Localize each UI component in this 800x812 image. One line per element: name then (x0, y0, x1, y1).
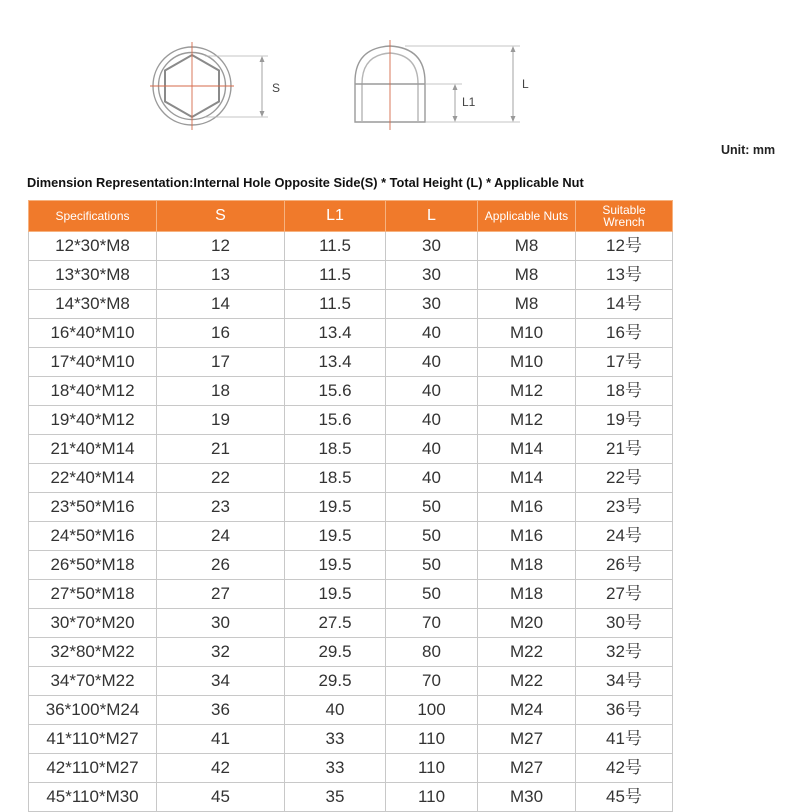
cell-nut: M18 (478, 551, 576, 580)
cell-s: 34 (157, 667, 285, 696)
cell-l: 30 (386, 232, 478, 261)
cell-wrench: 23号 (576, 493, 673, 522)
cell-wrench: 12号 (576, 232, 673, 261)
cell-wrench: 42号 (576, 754, 673, 783)
label-l: L (522, 77, 529, 91)
table-row (29, 435, 673, 464)
header-applicable-nuts: Applicable Nuts (478, 201, 576, 232)
header-wrench-line2: Wrench (603, 215, 645, 229)
cell-l1: 11.5 (285, 232, 386, 261)
cell-nut: M27 (478, 754, 576, 783)
cell-l: 40 (386, 377, 478, 406)
table-row (29, 522, 673, 551)
cell-s: 18 (157, 377, 285, 406)
cell-nut: M20 (478, 609, 576, 638)
cell-wrench: 16号 (576, 319, 673, 348)
cell-l: 50 (386, 551, 478, 580)
cell-s: 30 (157, 609, 285, 638)
cell-nut: M22 (478, 638, 576, 667)
cap-side-view (355, 40, 520, 130)
cell-l: 40 (386, 406, 478, 435)
table-row (29, 290, 673, 319)
cell-l: 70 (386, 667, 478, 696)
cell-l: 110 (386, 754, 478, 783)
label-l1: L1 (462, 95, 476, 109)
unit-label: Unit: mm (721, 143, 776, 157)
cell-l1: 18.5 (285, 435, 386, 464)
cell-l1: 11.5 (285, 290, 386, 319)
cell-nut: M27 (478, 725, 576, 754)
cell-s: 19 (157, 406, 285, 435)
cell-l1: 27.5 (285, 609, 386, 638)
cell-l: 40 (386, 435, 478, 464)
table-row (29, 261, 673, 290)
cell-nut: M10 (478, 319, 576, 348)
header-wrench-line1: Suitable (602, 203, 646, 217)
cell-l1: 19.5 (285, 580, 386, 609)
header-s: S (157, 201, 285, 232)
cell-spec: 36*100*M24 (29, 696, 157, 725)
cell-l: 40 (386, 464, 478, 493)
cell-wrench: 17号 (576, 348, 673, 377)
cell-spec: 32*80*M22 (29, 638, 157, 667)
table-row (29, 667, 673, 696)
cell-l: 30 (386, 290, 478, 319)
cell-l1: 13.4 (285, 348, 386, 377)
cell-l: 70 (386, 609, 478, 638)
cell-wrench: 26号 (576, 551, 673, 580)
cell-l1: 15.6 (285, 406, 386, 435)
cell-l1: 35 (285, 783, 386, 812)
cell-l: 30 (386, 261, 478, 290)
cell-spec: 26*50*M18 (29, 551, 157, 580)
cell-nut: M30 (478, 783, 576, 812)
table-row (29, 348, 673, 377)
cell-s: 32 (157, 638, 285, 667)
cell-l1: 19.5 (285, 522, 386, 551)
cell-wrench: 14号 (576, 290, 673, 319)
cell-spec: 16*40*M10 (29, 319, 157, 348)
cell-nut: M8 (478, 290, 576, 319)
cell-wrench: 19号 (576, 406, 673, 435)
cell-nut: M14 (478, 464, 576, 493)
cell-l: 110 (386, 725, 478, 754)
table-row (29, 551, 673, 580)
table-row (29, 377, 673, 406)
cell-l1: 19.5 (285, 493, 386, 522)
cell-l: 40 (386, 319, 478, 348)
cell-l1: 11.5 (285, 261, 386, 290)
table-row (29, 638, 673, 667)
cell-spec: 24*50*M16 (29, 522, 157, 551)
table-body (29, 232, 673, 812)
cell-l1: 19.5 (285, 551, 386, 580)
cell-l1: 29.5 (285, 638, 386, 667)
table-row (29, 725, 673, 754)
cap-top-view (150, 42, 268, 130)
table-row (29, 406, 673, 435)
cell-s: 36 (157, 696, 285, 725)
cell-spec: 27*50*M18 (29, 580, 157, 609)
label-s: S (272, 81, 281, 95)
cell-nut: M16 (478, 522, 576, 551)
table-row (29, 493, 673, 522)
cell-l: 80 (386, 638, 478, 667)
cell-spec: 18*40*M12 (29, 377, 157, 406)
cell-l1: 13.4 (285, 319, 386, 348)
cell-l1: 18.5 (285, 464, 386, 493)
cell-nut: M12 (478, 377, 576, 406)
cell-nut: M16 (478, 493, 576, 522)
cell-spec: 42*110*M27 (29, 754, 157, 783)
cell-l1: 29.5 (285, 667, 386, 696)
spec-table (28, 200, 673, 812)
cell-spec: 34*70*M22 (29, 667, 157, 696)
cell-wrench: 45号 (576, 783, 673, 812)
header-l1: L1 (285, 201, 386, 232)
table-row (29, 754, 673, 783)
cell-spec: 30*70*M20 (29, 609, 157, 638)
cell-l: 50 (386, 522, 478, 551)
cell-s: 27 (157, 580, 285, 609)
cell-s: 12 (157, 232, 285, 261)
cell-s: 24 (157, 522, 285, 551)
cell-nut: M10 (478, 348, 576, 377)
table-row (29, 580, 673, 609)
cell-spec: 12*30*M8 (29, 232, 157, 261)
cell-spec: 22*40*M14 (29, 464, 157, 493)
cell-l: 100 (386, 696, 478, 725)
cell-nut: M8 (478, 261, 576, 290)
cell-wrench: 30号 (576, 609, 673, 638)
cell-nut: M12 (478, 406, 576, 435)
cell-wrench: 22号 (576, 464, 673, 493)
table-row (29, 464, 673, 493)
cell-l: 110 (386, 783, 478, 812)
cell-s: 16 (157, 319, 285, 348)
cell-spec: 21*40*M14 (29, 435, 157, 464)
table-row (29, 232, 673, 261)
header-specifications: Specifications (29, 201, 157, 232)
cell-wrench: 34号 (576, 667, 673, 696)
cell-spec: 41*110*M27 (29, 725, 157, 754)
cell-l1: 33 (285, 725, 386, 754)
cell-wrench: 41号 (576, 725, 673, 754)
cell-spec: 45*110*M30 (29, 783, 157, 812)
cell-l1: 33 (285, 754, 386, 783)
table-header-row (29, 201, 673, 232)
cell-nut: M22 (478, 667, 576, 696)
cell-s: 45 (157, 783, 285, 812)
cell-s: 17 (157, 348, 285, 377)
header-suitable-wrench (576, 201, 673, 232)
cell-wrench: 32号 (576, 638, 673, 667)
cell-s: 22 (157, 464, 285, 493)
cell-s: 23 (157, 493, 285, 522)
cell-l: 40 (386, 348, 478, 377)
cell-spec: 17*40*M10 (29, 348, 157, 377)
table-row (29, 783, 673, 812)
table-row (29, 319, 673, 348)
cell-spec: 19*40*M12 (29, 406, 157, 435)
cell-s: 13 (157, 261, 285, 290)
cell-wrench: 13号 (576, 261, 673, 290)
cell-s: 26 (157, 551, 285, 580)
cell-wrench: 21号 (576, 435, 673, 464)
header-l: L (386, 201, 478, 232)
cell-s: 21 (157, 435, 285, 464)
cell-l1: 40 (285, 696, 386, 725)
cell-nut: M14 (478, 435, 576, 464)
cell-spec: 23*50*M16 (29, 493, 157, 522)
table-row (29, 609, 673, 638)
cell-l1: 15.6 (285, 377, 386, 406)
cell-l: 50 (386, 493, 478, 522)
cell-s: 42 (157, 754, 285, 783)
cell-nut: M18 (478, 580, 576, 609)
cell-spec: 13*30*M8 (29, 261, 157, 290)
cell-wrench: 36号 (576, 696, 673, 725)
cell-nut: M24 (478, 696, 576, 725)
cell-s: 41 (157, 725, 285, 754)
cell-spec: 14*30*M8 (29, 290, 157, 319)
table-row (29, 696, 673, 725)
cell-wrench: 24号 (576, 522, 673, 551)
cell-wrench: 27号 (576, 580, 673, 609)
cell-wrench: 18号 (576, 377, 673, 406)
cell-l: 50 (386, 580, 478, 609)
table-caption: Dimension Representation:Internal Hole Opposite Side(S) * Total Height (L) * Applicable Nut (27, 175, 584, 190)
cell-s: 14 (157, 290, 285, 319)
dimension-drawings (0, 0, 800, 160)
cell-nut: M8 (478, 232, 576, 261)
